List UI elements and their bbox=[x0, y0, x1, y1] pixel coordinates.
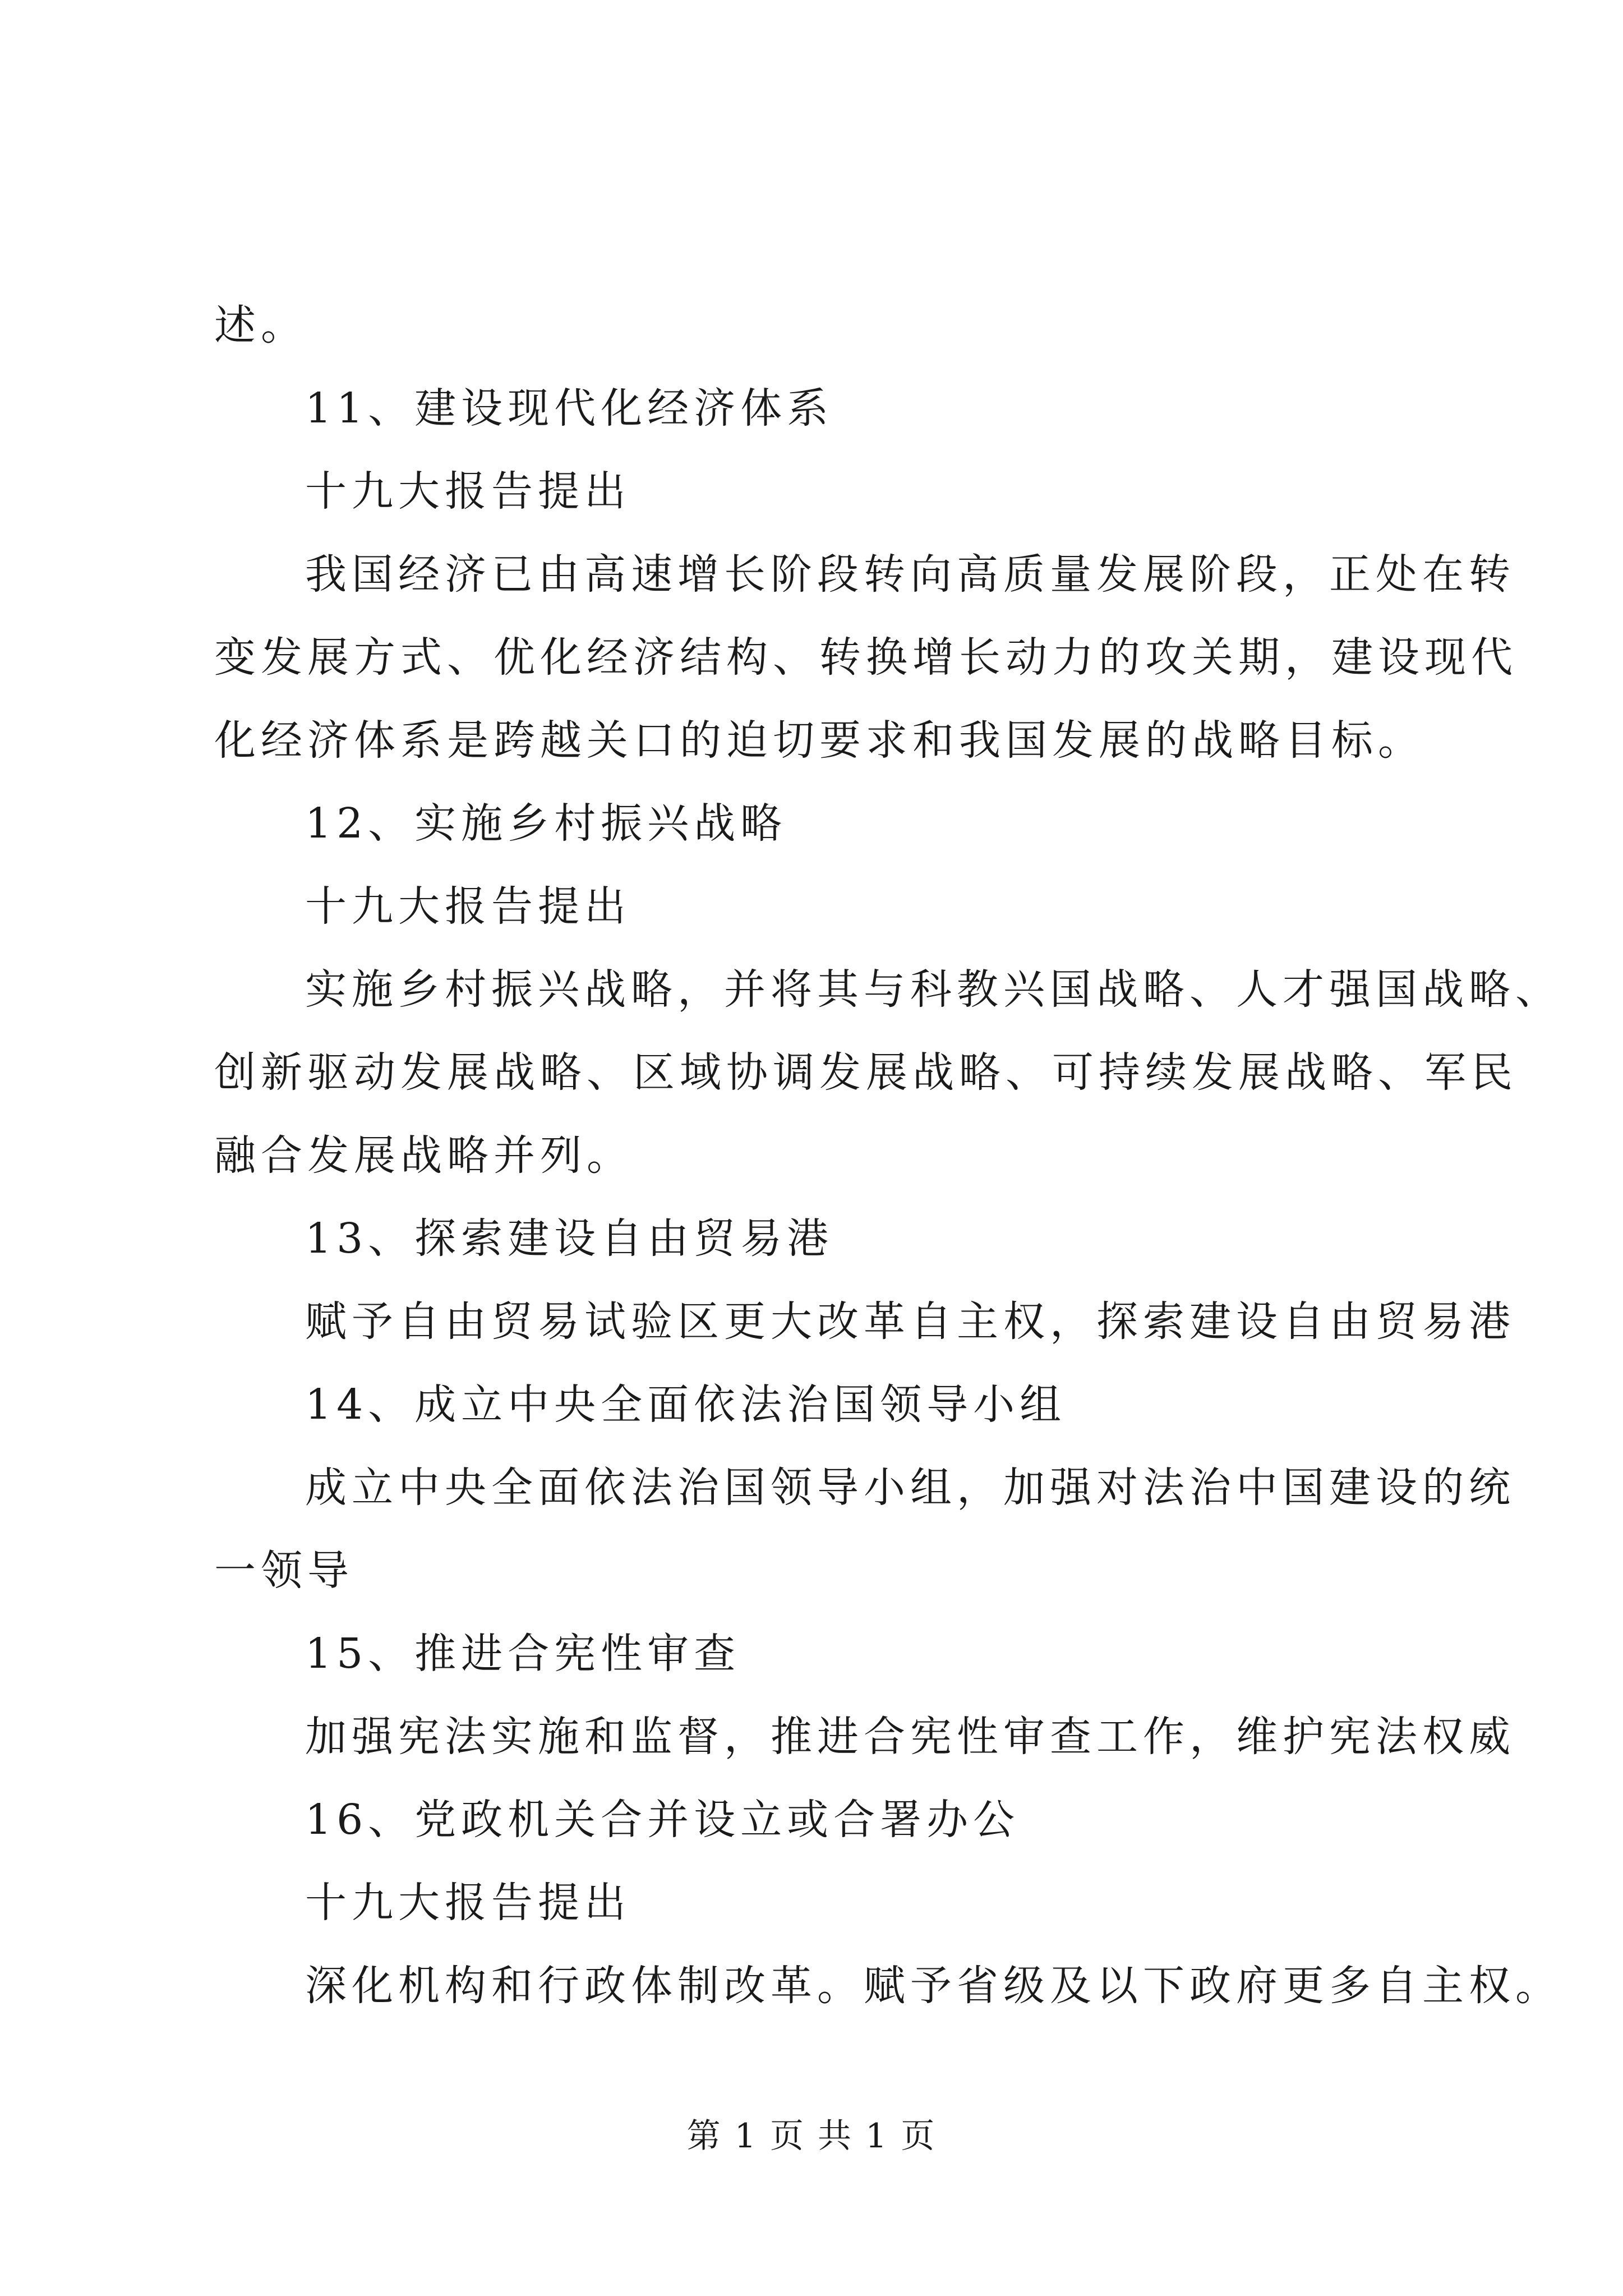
page-footer: 第 1 页 共 1 页 bbox=[686, 2116, 937, 2156]
section-heading-12: 12、实施乡村振兴战略 bbox=[305, 799, 787, 848]
document-body bbox=[214, 300, 1562, 2011]
paragraph-line: 实施乡村振兴战略，并将其与科教兴国战略、人才强国战略、 bbox=[305, 965, 1562, 1014]
paragraph-line: 一领导 bbox=[214, 1547, 354, 1595]
section-heading-11: 11、建设现代化经济体系 bbox=[305, 384, 834, 432]
text-line: 述。 bbox=[214, 301, 307, 349]
report-subheading: 十九大报告提出 bbox=[305, 882, 631, 931]
section-heading-15: 15、推进合宪性审查 bbox=[305, 1630, 741, 1678]
paragraph-line: 加强宪法实施和监督，推进合宪性审查工作，维护宪法权威 bbox=[305, 1713, 1515, 1761]
report-subheading: 十九大报告提出 bbox=[305, 1879, 631, 1927]
section-heading-16: 16、党政机关合并设立或合署办公 bbox=[305, 1796, 1020, 1844]
section-heading-13: 13、探索建设自由贸易港 bbox=[305, 1214, 834, 1263]
paragraph-line: 成立中央全面依法治国领导小组，加强对法治中国建设的统 bbox=[305, 1464, 1515, 1512]
paragraph-line: 变发展方式、优化经济结构、转换增长动力的攻关期，建设现代 bbox=[214, 633, 1518, 682]
paragraph-line: 我国经济已由高速增长阶段转向高质量发展阶段，正处在转 bbox=[305, 550, 1515, 599]
report-subheading: 十九大报告提出 bbox=[305, 467, 631, 516]
paragraph-line: 创新驱动发展战略、区域协调发展战略、可持续发展战略、军民 bbox=[214, 1048, 1518, 1097]
paragraph-line: 化经济体系是跨越关口的迫切要求和我国发展的战略目标。 bbox=[214, 716, 1424, 765]
paragraph-line: 融合发展战略并列。 bbox=[214, 1131, 633, 1180]
paragraph-line: 深化机构和行政体制改革。赋予省级及以下政府更多自主权。 bbox=[305, 1962, 1562, 2010]
paragraph-line: 赋予自由贸易试验区更大改革自主权，探索建设自由贸易港 bbox=[305, 1297, 1515, 1346]
section-heading-14: 14、成立中央全面依法治国领导小组 bbox=[305, 1381, 1067, 1429]
